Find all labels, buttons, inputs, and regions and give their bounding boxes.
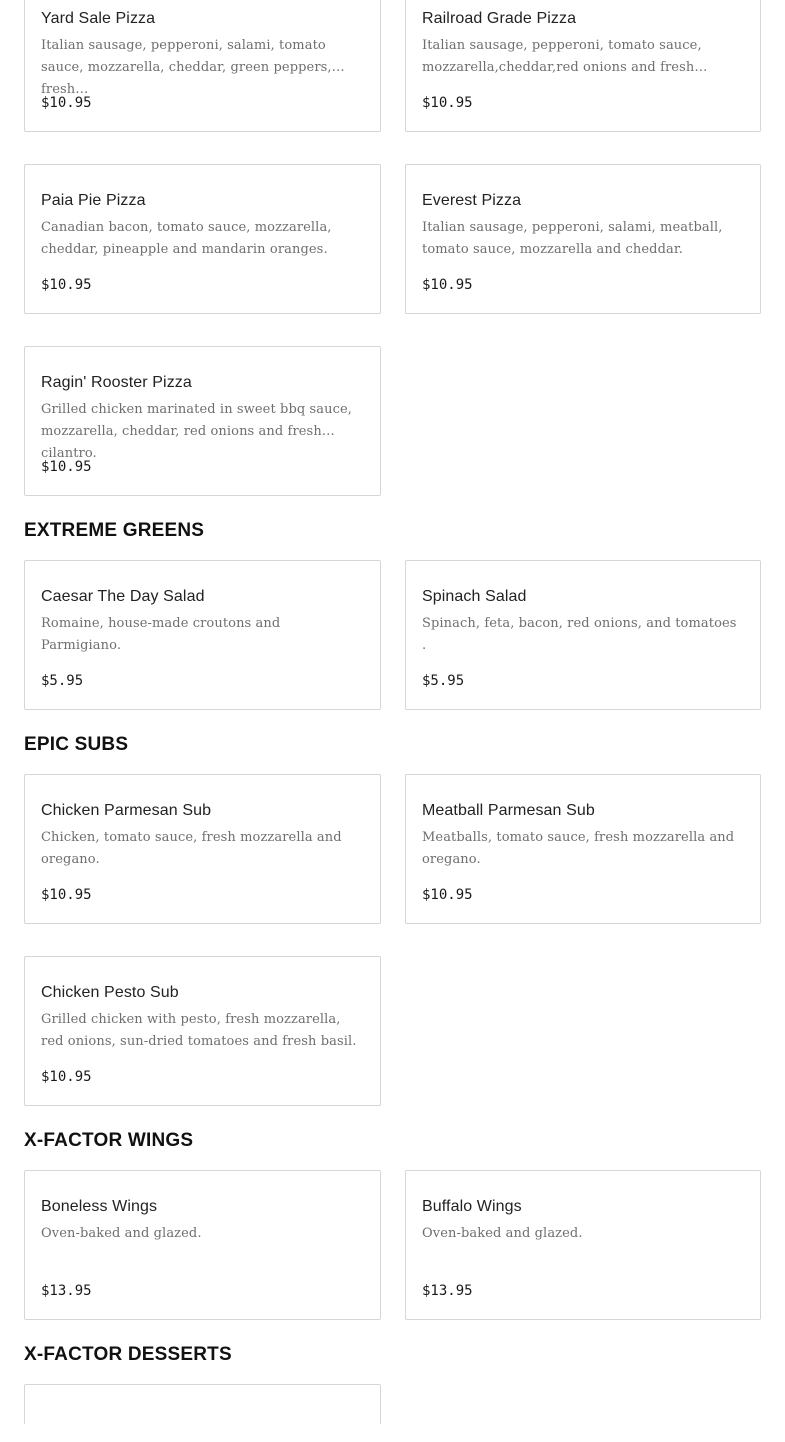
menu-section xyxy=(24,710,761,1106)
menu-item-card[interactable] xyxy=(405,164,761,314)
section-items-grid xyxy=(24,1170,761,1320)
menu-item-card[interactable] xyxy=(405,560,761,710)
menu-item-card[interactable] xyxy=(405,0,761,132)
menu-item-price: $10.95 xyxy=(41,459,92,475)
menu-item-name: Caesar The Day Salad xyxy=(41,588,205,605)
menu-item-name: Meatball Parmesan Sub xyxy=(422,802,595,819)
menu-item-name: Everest Pizza xyxy=(422,192,522,209)
section-items-grid xyxy=(24,774,761,1106)
menu-item-name: Spinach Salad xyxy=(422,588,527,605)
menu-item-card[interactable] xyxy=(24,164,381,314)
menu-item-price: $5.95 xyxy=(41,673,84,689)
menu-item-price: $10.95 xyxy=(41,95,92,111)
menu-item-card[interactable] xyxy=(24,560,381,710)
menu-section xyxy=(24,1106,761,1320)
section-title: EPIC SUBS xyxy=(24,734,129,755)
menu-item-description: Meatballs, tomato sauce, fresh mozzarella and oregano. xyxy=(422,830,735,867)
menu-item-description: Oven-baked and glazed. xyxy=(41,1226,202,1241)
menu-item-price: $10.95 xyxy=(422,887,473,903)
menu-item-name: Paia Pie Pizza xyxy=(41,192,146,209)
menu-item-description: Romaine, house-made croutons and Parmigiano. xyxy=(41,616,281,653)
menu-item-card[interactable] xyxy=(24,1384,381,1424)
menu-item-card[interactable] xyxy=(24,956,381,1106)
menu-item-name: Yard Sale Pizza xyxy=(41,10,156,27)
menu-item-card[interactable] xyxy=(24,0,381,132)
pizza-items-grid xyxy=(24,0,761,496)
menu-item-description: Chicken, tomato sauce, fresh mozzarella and oregano. xyxy=(41,830,342,867)
menu-section-desserts xyxy=(24,1320,761,1424)
menu-item-card[interactable] xyxy=(24,346,381,496)
menu-item-card[interactable] xyxy=(24,1170,381,1320)
section-title: X-FACTOR WINGS xyxy=(24,1130,194,1151)
menu-item-name: Boneless Wings xyxy=(41,1198,158,1215)
section-title: EXTREME GREENS xyxy=(24,520,205,541)
menu-sections xyxy=(24,496,761,1320)
section-items-grid xyxy=(24,560,761,710)
menu-item-description: Grilled chicken with pesto, fresh mozzarella, red onions, sun-dried tomatoes and fresh basil. xyxy=(41,1012,357,1049)
menu-item-description: Italian sausage, pepperoni, tomato sauce, mozzarella,cheddar,red onions and fresh… xyxy=(422,38,708,75)
menu-item-card[interactable] xyxy=(405,1170,761,1320)
menu-item-price: $5.95 xyxy=(422,673,465,689)
menu-item-card[interactable] xyxy=(405,774,761,924)
menu-item-description: Canadian bacon, tomato sauce, mozzarella, cheddar, pineapple and mandarin oranges. xyxy=(41,220,332,257)
section-title: X-FACTOR DESSERTS xyxy=(24,1344,232,1365)
menu-item-price: $10.95 xyxy=(422,95,473,111)
menu-item-price: $13.95 xyxy=(41,1283,92,1299)
menu-item-price: $10.95 xyxy=(41,277,92,293)
menu-item-name: Ragin' Rooster Pizza xyxy=(41,374,192,391)
menu-section xyxy=(24,496,761,710)
menu-item-price: $10.95 xyxy=(41,1069,92,1085)
menu-item-description: Italian sausage, pepperoni, salami, tomato sauce, mozzarella, cheddar, green peppers, fresh… xyxy=(41,38,332,97)
menu-item-price: $10.95 xyxy=(41,887,92,903)
menu-item-card[interactable] xyxy=(24,774,381,924)
menu-item-description: Oven-baked and glazed. xyxy=(422,1226,583,1241)
menu-item-price: $10.95 xyxy=(422,277,473,293)
menu-item-description: Italian sausage, pepperoni, salami, meatball, tomato sauce, mozzarella and cheddar. xyxy=(422,220,723,257)
menu-item-description: Grilled chicken marinated in sweet bbq sauce, mozzarella, cheddar, red onions and fresh cilantro. xyxy=(41,402,353,461)
menu-item-name: Railroad Grade Pizza xyxy=(422,10,577,27)
menu-item-price: $13.95 xyxy=(422,1283,473,1299)
menu-item-name: Buffalo Wings xyxy=(422,1198,522,1215)
menu-item-description: Spinach, feta, bacon, red onions, and tomatoes . xyxy=(422,616,737,653)
menu-item-name: Chicken Pesto Sub xyxy=(41,984,179,1001)
menu-item-name: Chicken Parmesan Sub xyxy=(41,802,212,819)
